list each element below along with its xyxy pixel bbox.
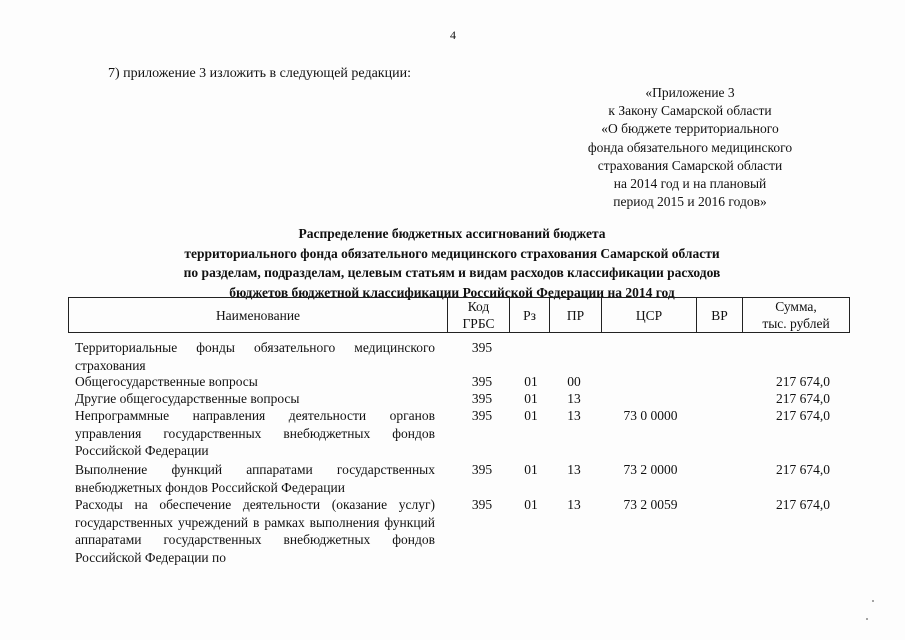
row-sum: 217 674,0 [776,391,830,406]
row-name: Территориальные фонды обязательного медицинского страхования [75,340,435,373]
intro-text: 7) приложение 3 изложить в следующей редакции: [108,66,411,81]
row-name: Общегосударственные вопросы [75,374,258,389]
header-grbs-line: Код [467,299,490,314]
row-grbs: 395 [471,391,493,406]
row-pr: 13 [567,391,581,406]
title-line: Распределение бюджетных ассигнований бюджета [298,226,606,241]
row-pr: 13 [567,462,581,477]
header-sum-line: Сумма, [775,299,817,314]
row-grbs: 395 [471,497,493,512]
row-rz: 01 [524,462,538,477]
header-grbs-line: ГРБС [462,316,495,331]
table-title [90,224,814,302]
appendix-line: фонда обязательного медицинского [587,139,793,155]
header-sum-line: тыс. рублей [762,316,830,331]
scan-speck [866,618,868,620]
title-line: территориального фонда обязательного медицинского страхования Самарской области [184,245,720,261]
header-name-label: Наименование [215,307,301,323]
header-grbs [447,298,509,332]
header-csr [601,298,696,332]
row-name: Другие общегосударственные вопросы [75,391,300,406]
table-header [68,297,850,333]
row-sum: 217 674,0 [776,462,830,477]
row-name: Выполнение функций аппаратами государственных внебюджетных фондов Российской Федерации [75,462,435,495]
row-name: Расходы на обеспечение деятельности (оказание услуг) государственных учреждений в рамках выполнения функций аппаратами государственных внебюджетных фондов Российской Федерации по [75,497,435,565]
appendix-reference [560,84,820,211]
row-grbs: 395 [471,408,493,423]
row-pr: 00 [567,374,581,389]
appendix-line: на 2014 год и на плановый [613,176,767,192]
appendix-line: к Закону Самарской области [608,103,772,119]
row-rz: 01 [524,374,538,389]
appendix-line: страхования Самарской области [597,157,783,173]
row-pr: 13 [567,408,581,423]
row-csr: 73 2 0059 [623,497,678,512]
title-line: бюджетов бюджетной классификации Российской Федерации на 2014 год [229,284,675,300]
appendix-line: «Приложение 3 [645,85,735,100]
row-pr: 13 [567,497,581,512]
row-name: Непрограммные направления деятельности органов управления государственных внебюджетных фондов Российской Федерации [75,408,435,458]
header-name [69,298,447,332]
row-sum: 217 674,0 [776,408,830,423]
row-grbs: 395 [471,462,493,477]
row-grbs: 395 [471,374,493,389]
header-vr [696,298,742,332]
row-sum: 217 674,0 [776,497,830,512]
header-pr-label: ПР [566,307,585,323]
appendix-line: период 2015 и 2016 годов» [613,194,767,210]
row-rz: 01 [524,391,538,406]
row-grbs: 395 [471,340,493,355]
page-number: 4 [450,28,456,42]
row-csr: 73 0 0000 [623,408,678,423]
header-csr-label: ЦСР [635,307,663,323]
row-rz: 01 [524,497,538,512]
scan-speck [872,600,874,602]
row-sum: 217 674,0 [776,374,830,389]
row-rz: 01 [524,408,538,423]
header-vr-label: ВР [711,307,728,323]
appendix-line: «О бюджете территориального [601,121,779,137]
header-rz [509,298,549,332]
header-pr [549,298,601,332]
title-line: по разделам, подразделам, целевым статьям и видам расходов классификации расходов [183,265,721,280]
header-sum [742,298,849,332]
header-rz-label: Рз [523,307,536,323]
row-csr: 73 2 0000 [623,462,678,477]
